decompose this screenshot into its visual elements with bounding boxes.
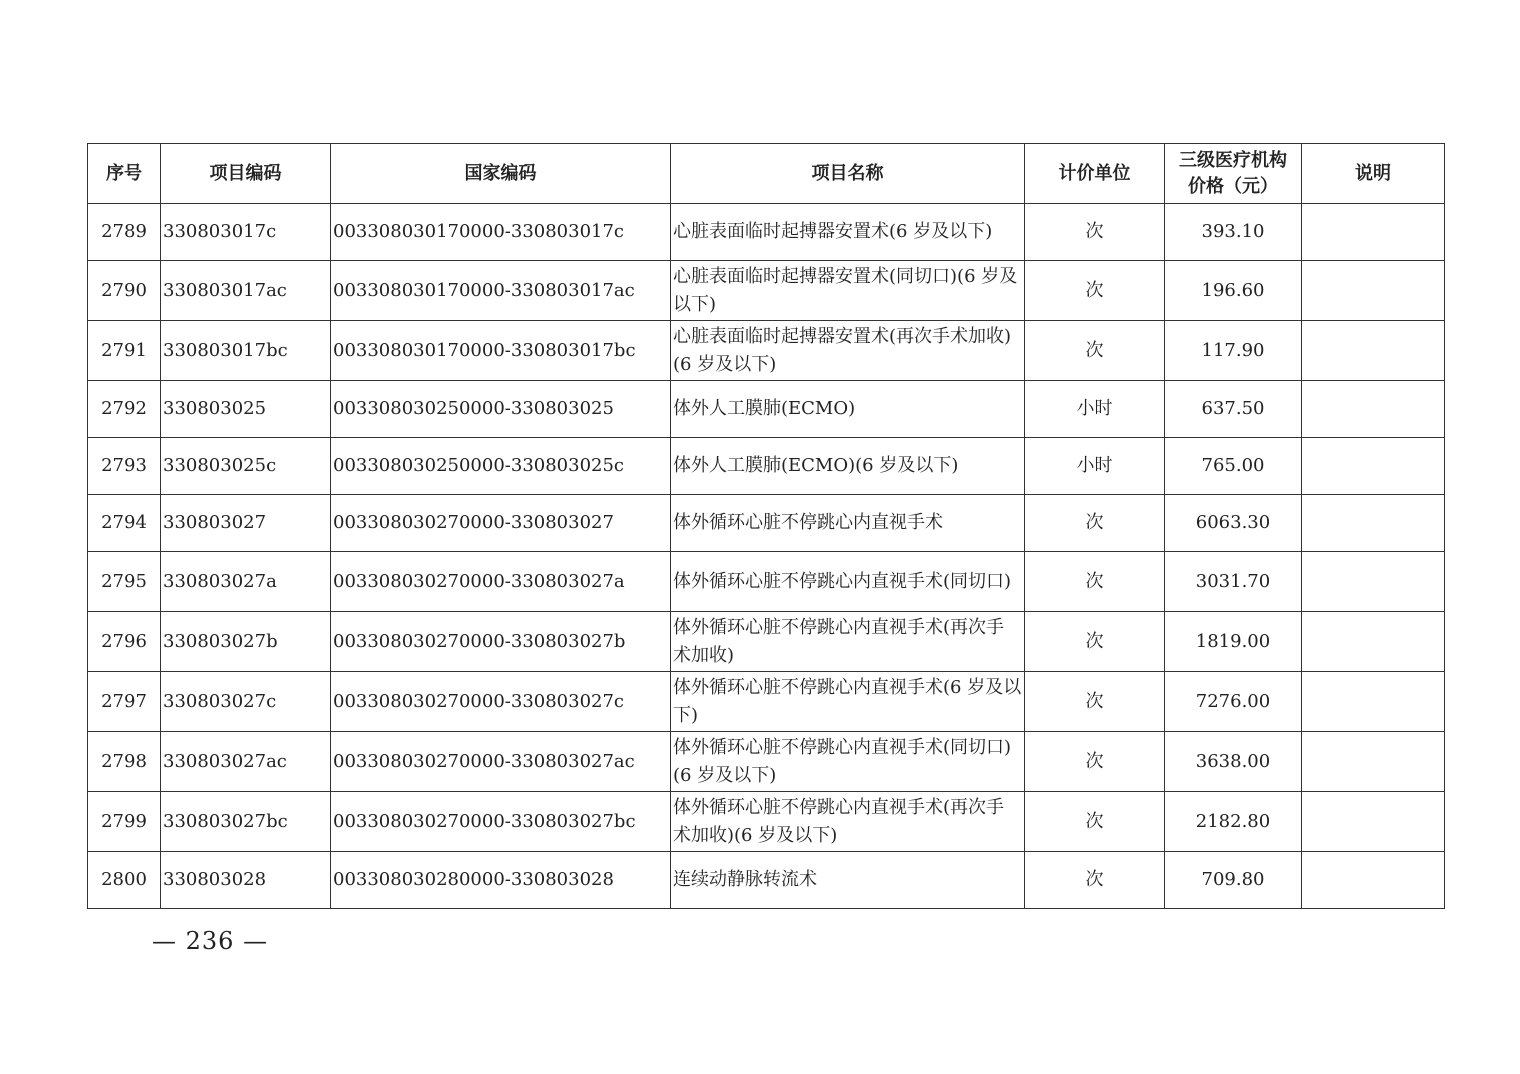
cell-note xyxy=(1302,495,1445,552)
header-row xyxy=(88,144,1445,204)
cell-unit: 次 xyxy=(1025,552,1165,612)
cell-price: 196.60 xyxy=(1165,261,1302,321)
cell-seq: 2792 xyxy=(88,381,161,438)
cell-name: 体外循环心脏不停跳心内直视手术(6 岁及以下) xyxy=(671,672,1025,732)
cell-code: 330803025c xyxy=(161,438,331,495)
cell-code: 330803017bc xyxy=(161,321,331,381)
cell-seq: 2798 xyxy=(88,732,161,792)
cell-price: 709.80 xyxy=(1165,852,1302,909)
cell-name: 体外人工膜肺(ECMO) xyxy=(671,381,1025,438)
cell-seq: 2799 xyxy=(88,792,161,852)
cell-name: 心脏表面临时起搏器安置术(6 岁及以下) xyxy=(671,204,1025,261)
cell-unit: 次 xyxy=(1025,852,1165,909)
table-row xyxy=(88,438,1445,495)
cell-seq: 2797 xyxy=(88,672,161,732)
cell-note xyxy=(1302,852,1445,909)
cell-seq: 2796 xyxy=(88,612,161,672)
table-row xyxy=(88,261,1445,321)
table-row xyxy=(88,495,1445,552)
cell-code: 330803027 xyxy=(161,495,331,552)
cell-price: 117.90 xyxy=(1165,321,1302,381)
table-row xyxy=(88,381,1445,438)
cell-code: 330803027bc xyxy=(161,792,331,852)
header-price xyxy=(1165,144,1302,204)
cell-name: 体外循环心脏不停跳心内直视手术(再次手术加收)(6 岁及以下) xyxy=(671,792,1025,852)
cell-price: 393.10 xyxy=(1165,204,1302,261)
cell-code: 330803027c xyxy=(161,672,331,732)
cell-price: 1819.00 xyxy=(1165,612,1302,672)
cell-price: 765.00 xyxy=(1165,438,1302,495)
cell-price: 7276.00 xyxy=(1165,672,1302,732)
cell-unit: 小时 xyxy=(1025,438,1165,495)
table-row xyxy=(88,732,1445,792)
cell-name: 连续动静脉转流术 xyxy=(671,852,1025,909)
table-row xyxy=(88,672,1445,732)
price-table xyxy=(87,143,1445,909)
cell-name: 体外循环心脏不停跳心内直视手术(同切口)(6 岁及以下) xyxy=(671,732,1025,792)
header-note: 说明 xyxy=(1302,144,1445,204)
cell-unit: 次 xyxy=(1025,495,1165,552)
cell-seq: 2794 xyxy=(88,495,161,552)
cell-national-code: 003308030270000-330803027b xyxy=(331,612,671,672)
cell-note xyxy=(1302,381,1445,438)
page-number: — 236 — xyxy=(152,927,269,955)
table-row xyxy=(88,612,1445,672)
cell-national-code: 003308030250000-330803025c xyxy=(331,438,671,495)
cell-name: 体外人工膜肺(ECMO)(6 岁及以下) xyxy=(671,438,1025,495)
cell-price: 2182.80 xyxy=(1165,792,1302,852)
cell-national-code: 003308030170000-330803017bc xyxy=(331,321,671,381)
cell-national-code: 003308030270000-330803027bc xyxy=(331,792,671,852)
cell-seq: 2795 xyxy=(88,552,161,612)
cell-code: 330803025 xyxy=(161,381,331,438)
cell-unit: 次 xyxy=(1025,321,1165,381)
cell-note xyxy=(1302,672,1445,732)
cell-code: 330803017c xyxy=(161,204,331,261)
cell-seq: 2791 xyxy=(88,321,161,381)
cell-unit: 次 xyxy=(1025,204,1165,261)
cell-national-code: 003308030270000-330803027a xyxy=(331,552,671,612)
table-row xyxy=(88,204,1445,261)
cell-unit: 次 xyxy=(1025,672,1165,732)
table-row xyxy=(88,321,1445,381)
header-national-code: 国家编码 xyxy=(331,144,671,204)
table-row xyxy=(88,792,1445,852)
cell-code: 330803027ac xyxy=(161,732,331,792)
cell-price: 3031.70 xyxy=(1165,552,1302,612)
cell-seq: 2789 xyxy=(88,204,161,261)
header-unit: 计价单位 xyxy=(1025,144,1165,204)
cell-note xyxy=(1302,792,1445,852)
cell-seq: 2793 xyxy=(88,438,161,495)
cell-note xyxy=(1302,732,1445,792)
header-name: 项目名称 xyxy=(671,144,1025,204)
cell-national-code: 003308030280000-330803028 xyxy=(331,852,671,909)
cell-national-code: 003308030170000-330803017c xyxy=(331,204,671,261)
cell-price: 637.50 xyxy=(1165,381,1302,438)
header-price-line1: 三级医疗机构 xyxy=(1179,149,1287,171)
cell-national-code: 003308030170000-330803017ac xyxy=(331,261,671,321)
cell-national-code: 003308030250000-330803025 xyxy=(331,381,671,438)
cell-code: 330803017ac xyxy=(161,261,331,321)
cell-name: 体外循环心脏不停跳心内直视手术(再次手术加收) xyxy=(671,612,1025,672)
header-code: 项目编码 xyxy=(161,144,331,204)
cell-national-code: 003308030270000-330803027c xyxy=(331,672,671,732)
cell-code: 330803027b xyxy=(161,612,331,672)
cell-unit: 次 xyxy=(1025,792,1165,852)
cell-code: 330803027a xyxy=(161,552,331,612)
cell-unit: 次 xyxy=(1025,732,1165,792)
cell-note xyxy=(1302,261,1445,321)
cell-note xyxy=(1302,321,1445,381)
cell-price: 6063.30 xyxy=(1165,495,1302,552)
table-row xyxy=(88,852,1445,909)
cell-national-code: 003308030270000-330803027ac xyxy=(331,732,671,792)
cell-note xyxy=(1302,438,1445,495)
cell-national-code: 003308030270000-330803027 xyxy=(331,495,671,552)
header-seq: 序号 xyxy=(88,144,161,204)
cell-seq: 2800 xyxy=(88,852,161,909)
cell-name: 体外循环心脏不停跳心内直视手术 xyxy=(671,495,1025,552)
cell-name: 心脏表面临时起搏器安置术(同切口)(6 岁及以下) xyxy=(671,261,1025,321)
cell-note xyxy=(1302,552,1445,612)
table-body xyxy=(88,204,1445,909)
cell-unit: 次 xyxy=(1025,612,1165,672)
cell-name: 体外循环心脏不停跳心内直视手术(同切口) xyxy=(671,552,1025,612)
cell-name: 心脏表面临时起搏器安置术(再次手术加收)(6 岁及以下) xyxy=(671,321,1025,381)
cell-unit: 小时 xyxy=(1025,381,1165,438)
table-row xyxy=(88,552,1445,612)
cell-note xyxy=(1302,612,1445,672)
cell-code: 330803028 xyxy=(161,852,331,909)
cell-unit: 次 xyxy=(1025,261,1165,321)
cell-note xyxy=(1302,204,1445,261)
cell-seq: 2790 xyxy=(88,261,161,321)
header-price-line2: 价格（元） xyxy=(1188,175,1278,197)
table-header xyxy=(88,144,1445,204)
cell-price: 3638.00 xyxy=(1165,732,1302,792)
